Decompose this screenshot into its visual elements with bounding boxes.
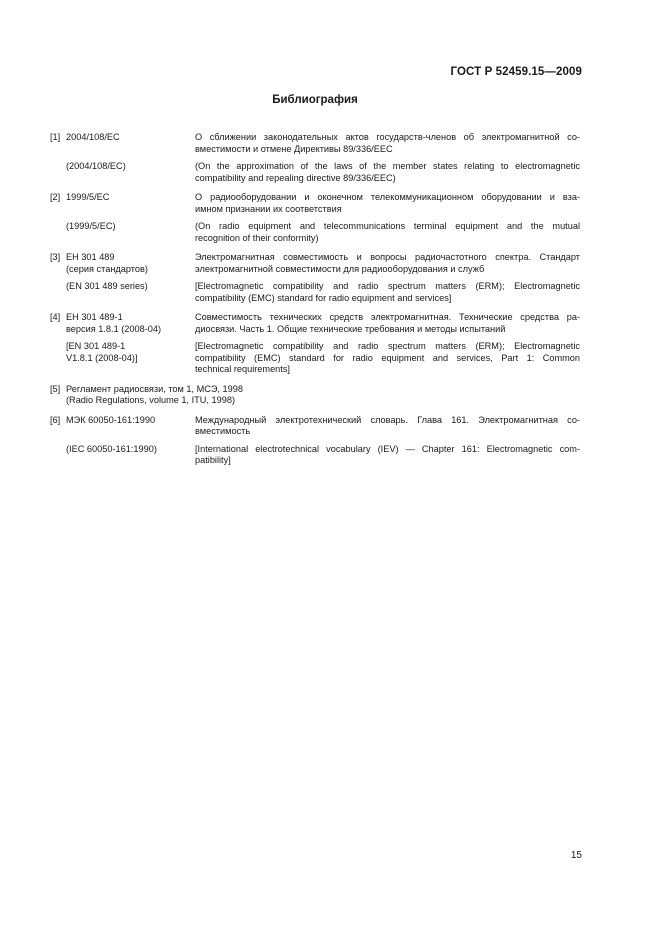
entry-reference bbox=[66, 192, 195, 204]
description-line: compatibility (EMC) standard for radio equipment and services, Part 1: Common bbox=[195, 352, 580, 363]
reference-line: (2004/108/EC) bbox=[66, 161, 126, 171]
description-line: О радиооборудовании и оконечном телекоммуникационном оборудовании и вза- bbox=[195, 192, 580, 202]
entry-row bbox=[50, 161, 580, 184]
description-line: compatibility and repealing directive 89/336/EEC) bbox=[195, 172, 396, 183]
document-code: ГОСТ Р 52459.15—2009 bbox=[450, 66, 582, 78]
entry-reference bbox=[66, 341, 195, 364]
entry-reference bbox=[66, 161, 195, 173]
reference-line: (1999/5/EC) bbox=[66, 221, 116, 231]
entry-number: [4] bbox=[50, 312, 61, 322]
reference-line: (IEC 60050-161:1990) bbox=[66, 443, 157, 454]
entry-reference bbox=[66, 132, 195, 144]
reference-line: (EN 301 489 series) bbox=[66, 281, 148, 291]
description-line: имном признании их соответствия bbox=[195, 203, 342, 214]
description-line: электромагнитной совместимости для радиооборудования и служб bbox=[195, 263, 485, 274]
bibliography-entry bbox=[50, 312, 580, 376]
entry-reference bbox=[66, 444, 195, 456]
bibliography-entry bbox=[50, 132, 580, 184]
entry-description bbox=[195, 132, 580, 155]
description-line: (On radio equipment and telecommunications terminal equipment and the mutual bbox=[195, 221, 580, 231]
bibliography-entry bbox=[50, 192, 580, 244]
description-line: Международный электротехнический словарь. Глава 161. Электромагнитная со- bbox=[195, 414, 580, 425]
reference-line: [EN 301 489-1 bbox=[66, 341, 126, 351]
description-line: Электромагнитная совместимость и вопросы радиочастотного спектра. Стандарт bbox=[195, 252, 580, 262]
entry-row bbox=[50, 384, 580, 407]
entry-description bbox=[195, 444, 580, 467]
reference-line: МЭК 60050-161:1990 bbox=[66, 414, 156, 425]
bibliography-entry bbox=[50, 252, 580, 304]
entry-row bbox=[50, 312, 580, 335]
page-number: 15 bbox=[570, 850, 582, 861]
entry-reference bbox=[66, 415, 195, 427]
description-line: compatibility (EMC) standard for radio equipment and services] bbox=[195, 292, 452, 303]
description-line: patibility] bbox=[195, 455, 231, 465]
reference-line: V1.8.1 (2008-04)] bbox=[66, 352, 138, 363]
entry-description bbox=[195, 221, 580, 244]
entry-row bbox=[50, 415, 580, 438]
description-line: technical requirements] bbox=[195, 364, 290, 374]
entry-number: [2] bbox=[50, 192, 61, 202]
reference-line: ЕН 301 489-1 bbox=[66, 312, 123, 322]
description-line: [Electromagnetic compatibility and radio spectrum matters (ERM); Electromagnetic bbox=[195, 281, 580, 291]
entry-row bbox=[50, 132, 580, 155]
reference-line: версия 1.8.1 (2008-04) bbox=[66, 323, 162, 334]
entry-row bbox=[50, 444, 580, 467]
text-line: Регламент радиосвязи, том 1, МСЭ, 1998 bbox=[66, 383, 243, 394]
entry-description bbox=[195, 252, 580, 275]
entry-row bbox=[50, 341, 580, 376]
description-line: Совместимость технических средств электромагнитная. Технические средства ра- bbox=[195, 312, 580, 322]
bibliography-list bbox=[50, 132, 580, 475]
entry-description bbox=[195, 341, 580, 376]
description-line: вместимости и отмене Директивы 89/336/EEC bbox=[195, 143, 393, 154]
description-line: диосвязи. Часть 1. Общие технические требования и методы испытаний bbox=[195, 323, 506, 334]
description-line: recognition of their conformity) bbox=[195, 232, 319, 243]
reference-line: 2004/108/EC bbox=[66, 132, 120, 142]
description-line: [Electromagnetic compatibility and radio spectrum matters (ERM); Electromagnetic bbox=[195, 341, 580, 351]
entry-row bbox=[50, 221, 580, 244]
text-line: (Radio Regulations, volume 1, ITU, 1998) bbox=[66, 395, 236, 405]
bibliography-entry bbox=[50, 415, 580, 467]
description-line: вместимость bbox=[195, 426, 251, 436]
reference-line: (серия стандартов) bbox=[66, 263, 148, 274]
entry-description bbox=[195, 312, 580, 335]
entry-description bbox=[195, 161, 580, 184]
entry-reference bbox=[66, 281, 195, 293]
entry-reference bbox=[66, 221, 195, 233]
page-title: Библиография bbox=[272, 94, 358, 106]
description-line: (On the approximation of the laws of the member states relating to electromagnetic bbox=[195, 161, 580, 171]
bibliography-entry bbox=[50, 384, 580, 407]
entry-reference bbox=[66, 252, 195, 275]
entry-number: [6] bbox=[50, 414, 61, 425]
entry-full-text bbox=[66, 384, 580, 407]
reference-line: ЕН 301 489 bbox=[66, 252, 115, 262]
description-line: О сближении законодательных актов государств-членов об электромагнитной со- bbox=[195, 132, 580, 142]
entry-row bbox=[50, 192, 580, 215]
entry-row bbox=[50, 252, 580, 275]
entry-description bbox=[195, 415, 580, 438]
entry-row bbox=[50, 281, 580, 304]
entry-description bbox=[195, 281, 580, 304]
entry-description bbox=[195, 192, 580, 215]
reference-line: 1999/5/EC bbox=[66, 192, 110, 202]
entry-number: [5] bbox=[50, 383, 61, 394]
entry-number: [3] bbox=[50, 252, 61, 262]
description-line: [International electrotechnical vocabulary (IEV) — Chapter 161: Electromagnetic com- bbox=[195, 443, 580, 454]
entry-reference bbox=[66, 312, 195, 335]
entry-number: [1] bbox=[50, 132, 61, 142]
